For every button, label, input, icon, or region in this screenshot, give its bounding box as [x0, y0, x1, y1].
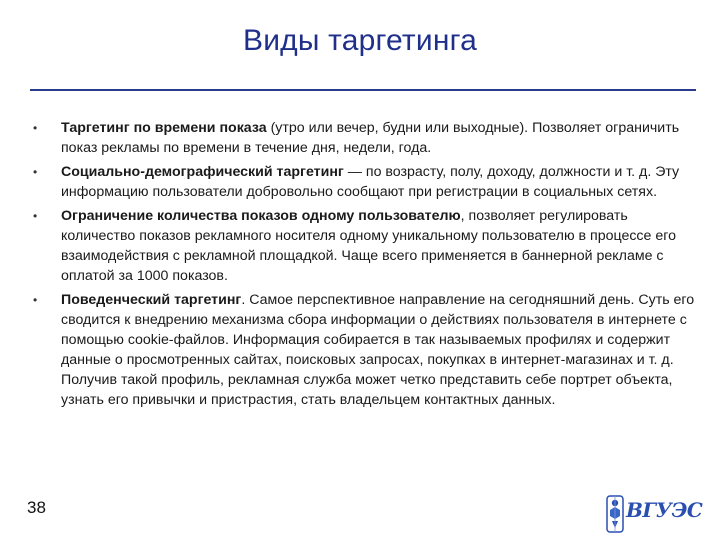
page-number: 38	[27, 498, 46, 517]
title-divider	[30, 89, 696, 91]
bullet-list	[0, 118, 720, 414]
bullet-term: Социально-демографический таргетинг	[61, 164, 344, 180]
bullet-dot-icon: •	[33, 209, 38, 223]
bullet-item	[0, 206, 720, 286]
bullet-dot-icon: •	[33, 293, 38, 307]
bullet-text: . Самое перспективное направление на сегодняшний день. Суть его сводится к внедрению механизма сбора информации о действиях пользователя в интернете с помощью cookie-файлов. Информация собирается в так называемых профилях и содержит данные о просмотренных сайтах, поисковых запросах, покупках в интернет-магазинах и т. д. Получив такой профиль, рекламная служба может четко представить себе портрет объекта, узнать его привычки и пристрастия, стать владельцем контактных данных.	[61, 292, 695, 408]
bullet-item	[0, 162, 720, 202]
bullet-text: , позволяет регулировать количество показов рекламного носителя одному уникальному пользователю в процессе его взаимодействия с рекламной площадкой. Чаще всего применяется в баннерной рекламе с оплатой за 1000 показов.	[61, 208, 677, 284]
bullet-term: Ограничение количества показов одному пользователю	[61, 208, 461, 224]
emblem-icon	[604, 494, 626, 534]
bullet-term: Таргетинг по времени показа	[61, 120, 267, 136]
bullet-dot-icon: •	[33, 165, 38, 179]
bullet-text: — по возрасту, полу, доходу, должности и т. д. Эту информацию пользователи добровольно сообщают при регистрации в социальных сетях.	[61, 164, 680, 200]
university-logo	[604, 494, 703, 538]
slide-title: Виды таргетинга	[243, 24, 477, 57]
logo-text: ВГУЭС	[626, 498, 703, 522]
bullet-item	[0, 118, 720, 158]
bullet-item	[0, 290, 720, 410]
bullet-term: Поведенческий таргетинг	[61, 292, 242, 308]
bullet-text: (утро или вечер, будни или выходные). Позволяет ограничить показ рекламы по времени в течение дня, недели, года.	[61, 120, 680, 156]
bullet-dot-icon: •	[33, 121, 38, 135]
